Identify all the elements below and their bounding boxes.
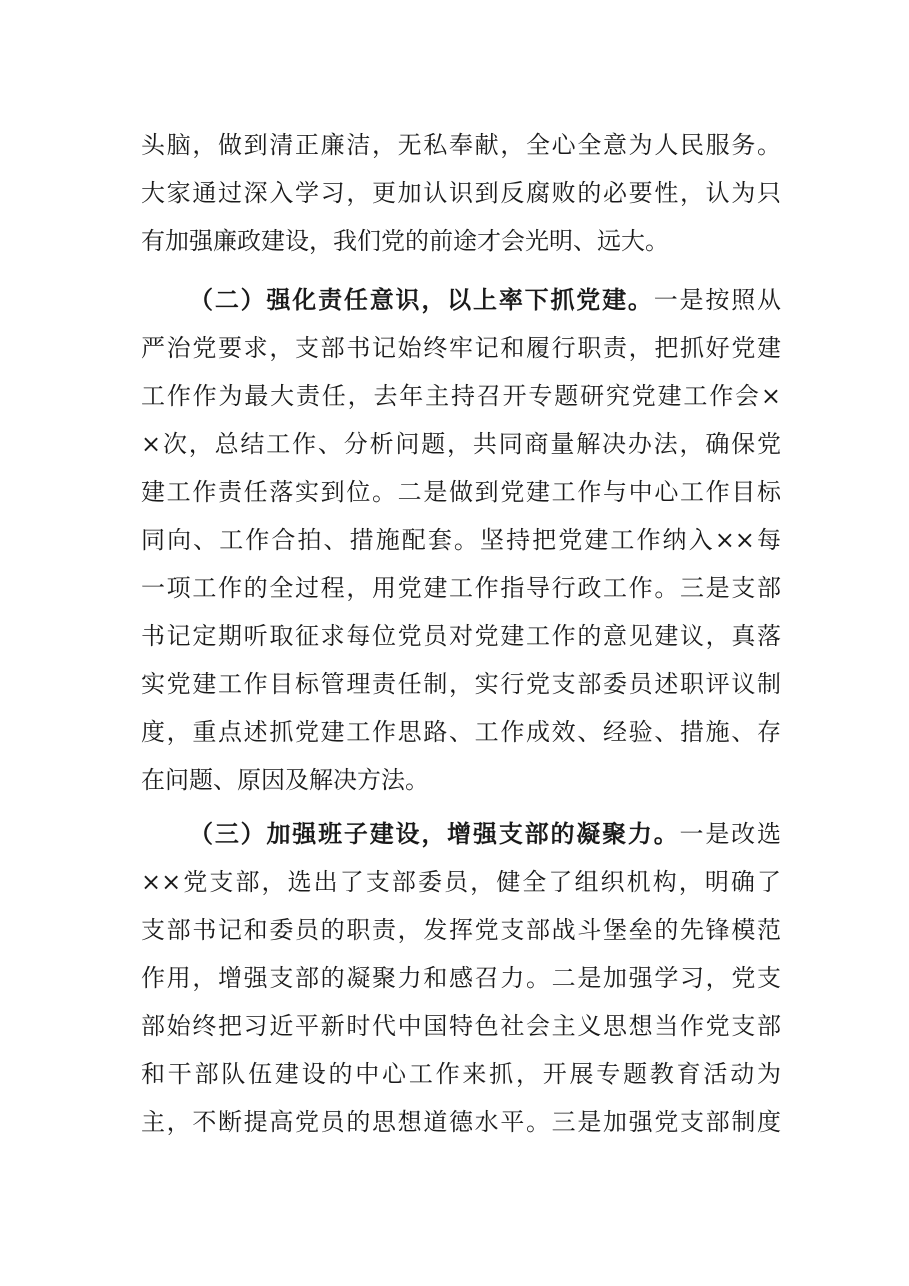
paragraph-line: 书记定期听取征求每位党员对党建工作的意见建议，真落 bbox=[141, 622, 781, 650]
paragraph-top bbox=[141, 121, 781, 265]
paragraph-line: ××党支部，选出了支部委员，健全了组织机构，明确了 bbox=[141, 868, 781, 896]
paragraph-line: 大家通过深入学习，更加认识到反腐败的必要性，认为只 bbox=[141, 179, 781, 207]
paragraph-line: 和干部队伍建设的中心工作来抓，开展专题教育活动为 bbox=[141, 1060, 781, 1088]
section-3-first-line-text: 一是改选 bbox=[679, 820, 782, 848]
section-2-first-line-text: 一是按照从 bbox=[653, 286, 782, 314]
paragraph-line: 作用，增强支部的凝聚力和感召力。二是加强学习，党支 bbox=[141, 964, 781, 992]
paragraph-line: 头脑，做到清正廉洁，无私奉献，全心全意为人民服务。 bbox=[141, 131, 781, 159]
paragraph-line: 支部书记和委员的职责，发挥党支部战斗堡垒的先锋模范 bbox=[141, 916, 781, 944]
paragraph-line: 建工作责任落实到位。二是做到党建工作与中心工作目标 bbox=[141, 478, 781, 506]
paragraph-line: 在问题、原因及解决方法。 bbox=[141, 766, 429, 794]
section-2-first-line bbox=[141, 276, 781, 324]
section-3 bbox=[141, 810, 781, 1146]
paragraph-line: 一项工作的全过程，用党建工作指导行政工作。三是支部 bbox=[141, 574, 781, 602]
paragraph-line: 实党建工作目标管理责任制，实行党支部委员述职评议制 bbox=[141, 670, 781, 698]
paragraph-line: 工作作为最大责任，去年主持召开专题研究党建工作会× bbox=[141, 382, 781, 410]
section-3-heading: （三）加强班子建设，增强支部的凝聚力。 bbox=[189, 820, 680, 848]
paragraph-line: 部始终把习近平新时代中国特色社会主义思想当作党支部 bbox=[141, 1012, 781, 1040]
paragraph-line: ×次，总结工作、分析问题，共同商量解决办法，确保党 bbox=[141, 430, 781, 458]
section-2-heading: （二）强化责任意识，以上率下抓党建。 bbox=[189, 286, 654, 314]
paragraph-line: 主，不断提高党员的思想道德水平。三是加强党支部制度 bbox=[141, 1108, 781, 1136]
paragraph-line: 有加强廉政建设，我们党的前途才会光明、远大。 bbox=[141, 227, 669, 255]
section-3-first-line bbox=[141, 810, 781, 858]
section-2 bbox=[141, 276, 781, 804]
paragraph-line: 度，重点述抓党建工作思路、工作成效、经验、措施、存 bbox=[141, 718, 781, 746]
paragraph-line: 同向、工作合拍、措施配套。坚持把党建工作纳入××每 bbox=[141, 526, 781, 554]
paragraph-line: 严治党要求，支部书记始终牢记和履行职责，把抓好党建 bbox=[141, 334, 781, 362]
